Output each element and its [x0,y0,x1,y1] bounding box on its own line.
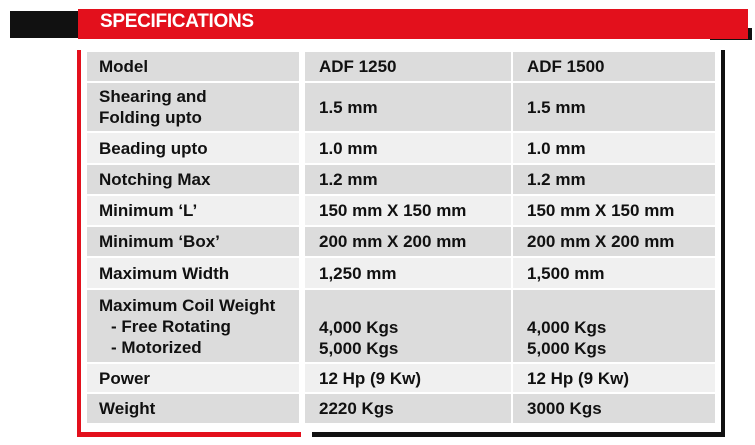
value-text: 12 Hp (9 Kw) [527,368,630,388]
value-text: 200 mm X 200 mm [319,232,467,251]
value-adf-1500 [513,258,715,288]
value-text: 1,500 mm [527,263,605,283]
value-text: 3000 Kgs [527,399,602,418]
value-text: 1,250 mm [319,263,397,283]
value-text: 1.0 mm [319,138,378,158]
row-label [87,196,299,225]
table-row [87,394,715,423]
value-adf-1250 [305,83,511,131]
row-label-line: Maximum Coil Weight [99,295,276,315]
row-label-subline: - Motorized [111,337,202,357]
row-label-subline: - Free Rotating [111,316,231,336]
row-label [87,258,299,288]
table-row [87,258,715,288]
row-label [87,364,299,392]
value-adf-1500 [513,133,715,163]
value-adf-1250 [305,258,511,288]
row-label-line: Shearing and [99,87,207,106]
row-label-line: Notching Max [99,170,211,189]
value-adf-1500 [513,394,715,423]
value-adf-1250 [305,165,511,194]
row-label [87,290,299,362]
value-adf-1500 [513,196,715,225]
row-label-line: Weight [99,399,156,418]
row-label-line: Beading upto [99,138,208,158]
value-text: 5,000 Kgs [527,339,607,358]
row-label [87,227,299,256]
value-adf-1250 [305,133,511,163]
value-adf-1500 [513,227,715,256]
row-label-line: Maximum Width [99,263,230,283]
header-adf-1500: ADF 1500 [513,52,715,81]
value-adf-1250 [305,196,511,225]
table-row [87,165,715,194]
value-adf-1500 [513,290,715,362]
banner-left-block [10,11,80,38]
row-label [87,83,299,131]
value-text: 1.0 mm [527,138,586,158]
value-adf-1250 [305,290,511,362]
row-label-line: Minimum ‘L’ [99,201,198,220]
frame-bottom-black [312,432,725,437]
value-text: 2220 Kgs [319,399,394,418]
frame-bottom-red [77,432,301,437]
table-header-row [87,52,715,81]
specifications-table [87,52,715,425]
value-adf-1500 [513,83,715,131]
value-text: 4,000 Kgs [527,318,607,337]
table-row [87,364,715,392]
header-model: Model [87,52,299,81]
value-adf-1250 [305,364,511,392]
row-label-line: Minimum ‘Box’ [99,232,220,251]
value-text: 1.2 mm [527,170,586,189]
value-text: 150 mm X 150 mm [527,201,675,220]
header-adf-1250: ADF 1250 [305,52,511,81]
value-text: 1.2 mm [319,170,378,189]
table-row [87,196,715,225]
table-row [87,290,715,362]
value-text: 150 mm X 150 mm [319,201,467,220]
value-text: 12 Hp (9 Kw) [319,368,422,388]
row-label [87,394,299,423]
section-title: SPECIFICATIONS [100,11,254,32]
value-text: 1.5 mm [527,97,586,117]
table-row [87,83,715,131]
value-adf-1500 [513,364,715,392]
table-row [87,133,715,163]
value-adf-1250 [305,227,511,256]
table-row [87,227,715,256]
frame-left-border [77,50,81,436]
row-label [87,165,299,194]
value-text: 200 mm X 200 mm [527,232,675,251]
value-text: 1.5 mm [319,97,378,117]
value-adf-1500 [513,165,715,194]
frame-right-border [721,50,725,437]
value-adf-1250 [305,394,511,423]
value-text: 4,000 Kgs [319,318,399,337]
row-label [87,133,299,163]
value-text: 5,000 Kgs [319,339,399,358]
row-label-line: Folding upto [99,108,202,127]
row-label-line: Power [99,368,151,388]
